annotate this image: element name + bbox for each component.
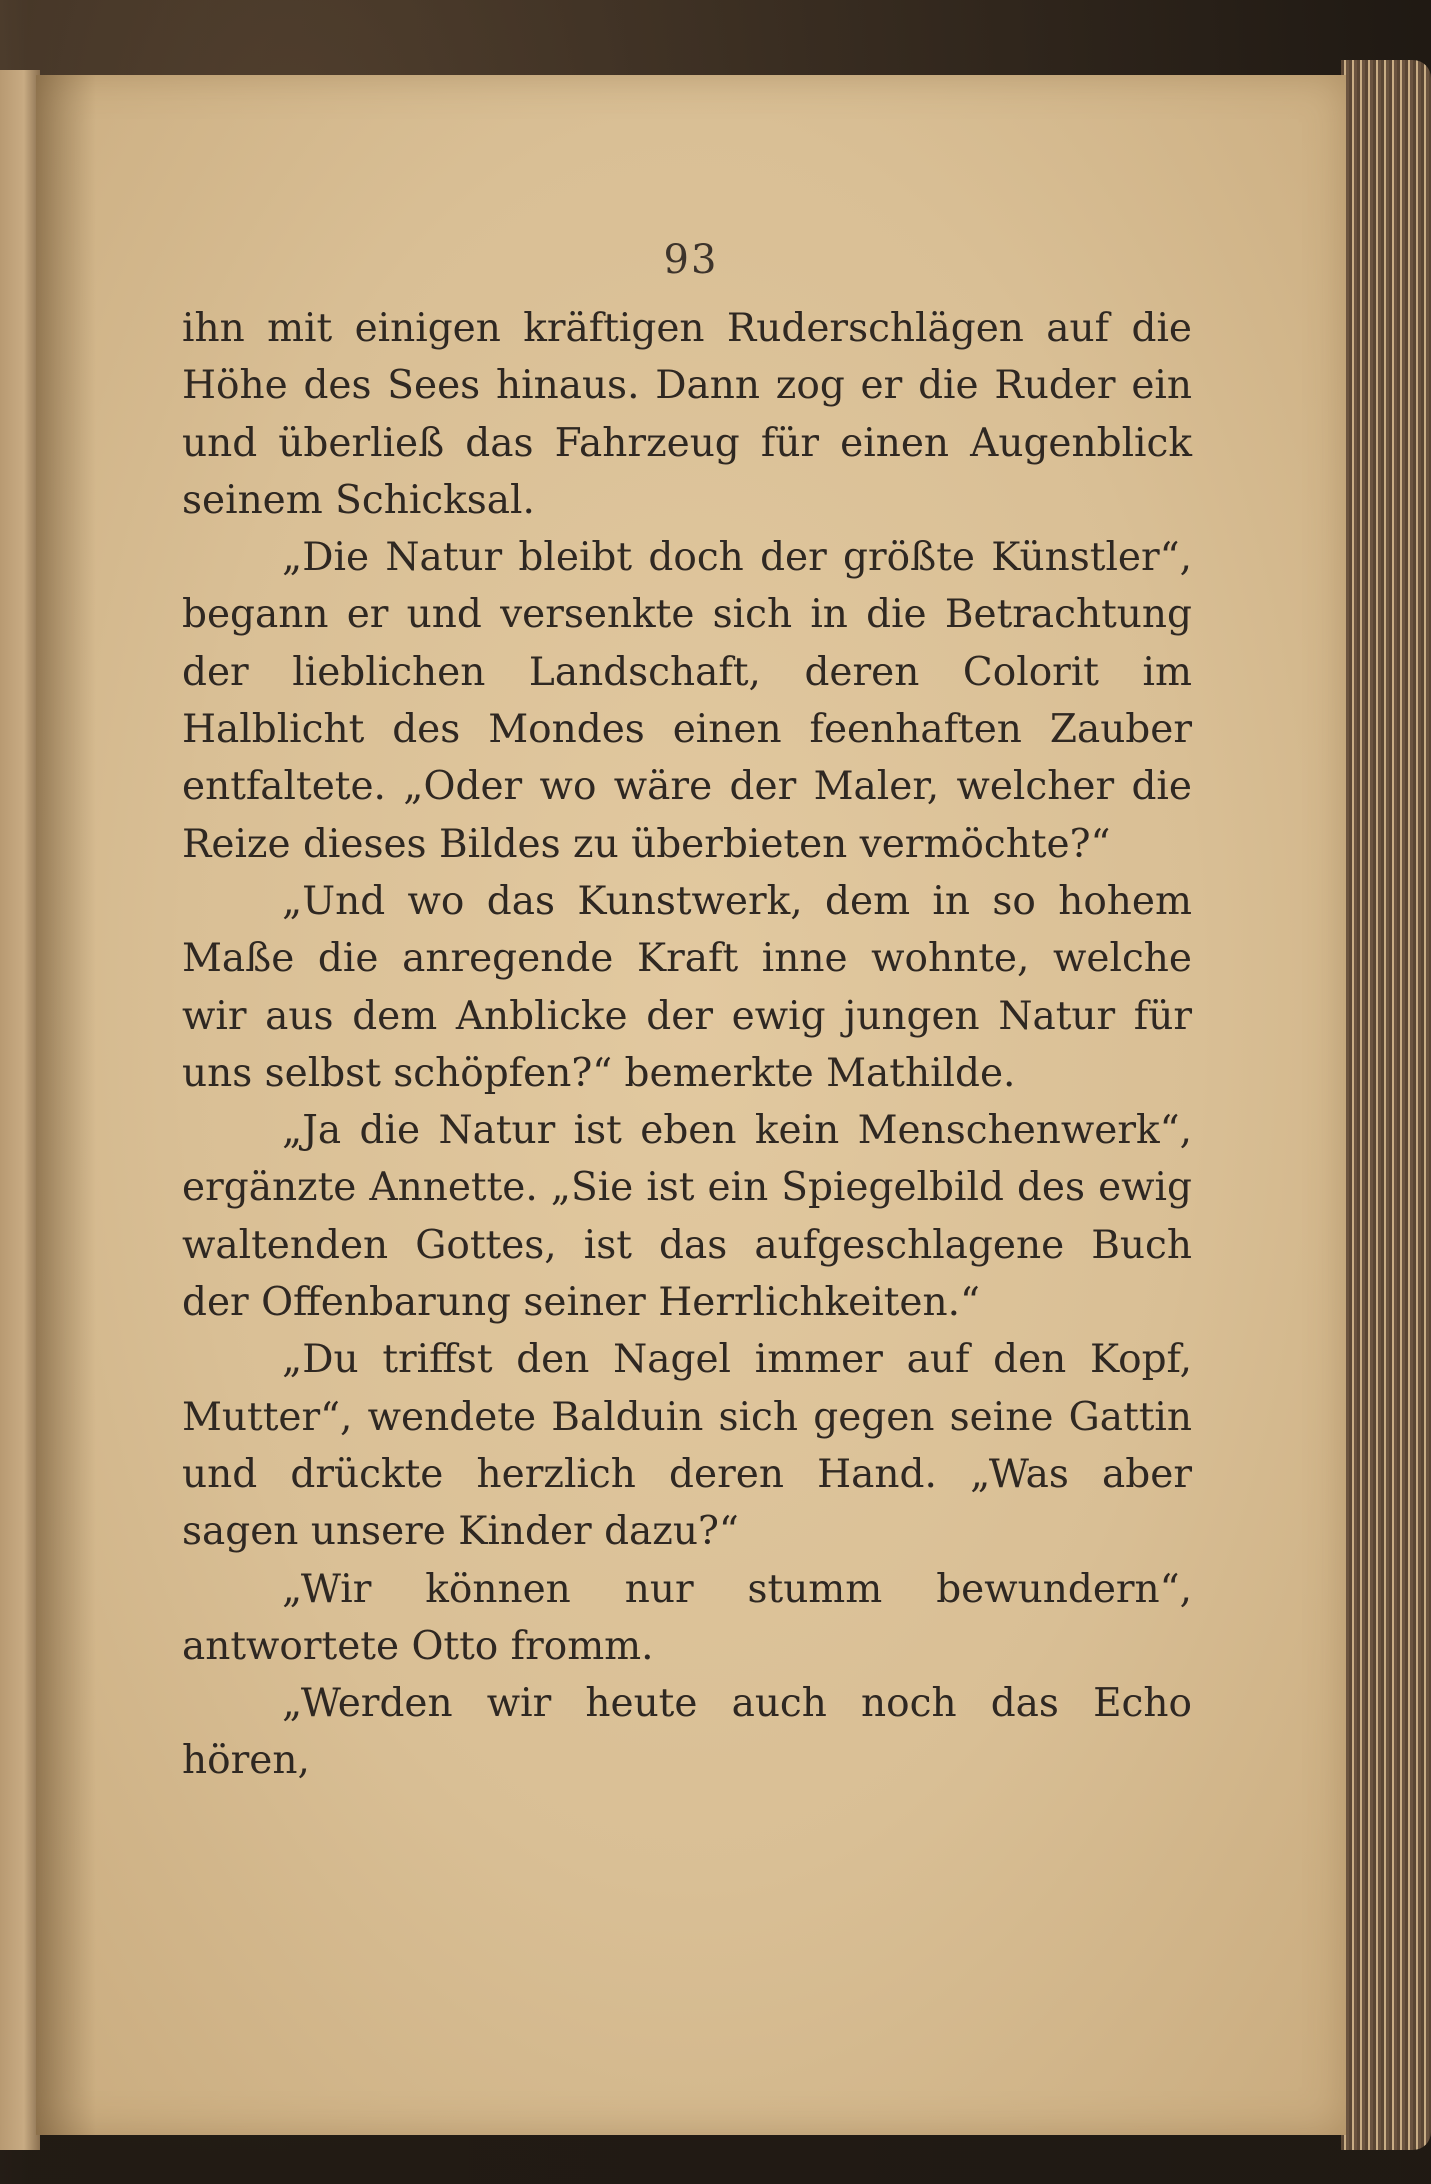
- book-page: [36, 75, 1346, 2135]
- gutter-shadow: [36, 75, 96, 2135]
- paragraph: „Du triffst den Nagel immer auf den Kopf, Mutter“, wendete Balduin sich gegen seine Gattin und drückte herzlich deren Hand. „Was aber sagen unsere Kinder dazu?“: [182, 1337, 1192, 1555]
- paragraph: „Die Natur bleibt doch der größte Künstler“, begann er und versenkte sich in die Betrachtung der lieblichen Landschaft, deren Colorit im Halblicht des Mondes einen feenhaften Zauber entfaltete. „Oder wo wäre der Maler, welcher die Reize dieses Bildes zu überbieten vermöchte?“: [182, 535, 1192, 867]
- paragraph: „Ja die Natur ist eben kein Menschenwerk“, ergänzte Annette. „Sie ist ein Spiegelbild des ewig waltenden Gottes, ist das aufgeschlagene Buch der Offenbarung seiner Herrlichkeiten.“: [182, 1108, 1192, 1326]
- paragraph: „Und wo das Kunstwerk, dem in so hohem Maße die anregende Kraft inne wohnte, welche wir aus dem Anblicke der ewig jungen Natur für uns selbst schöpfen?“ bemerkte Mathilde.: [182, 878, 1192, 1096]
- body-text: [182, 300, 1192, 1790]
- page-number: 93: [663, 237, 719, 283]
- paragraph: ihn mit einigen kräftigen Ruderschlägen auf die Höhe des Sees hinaus. Dann zog er die Ruder ein und überließ das Fahrzeug für einen Augenblick seinem Schicksal.: [182, 306, 1192, 523]
- page-edges: [1341, 60, 1431, 2150]
- paragraph: „Werden wir heute auch noch das Echo hören,: [182, 1681, 1192, 1784]
- facing-page-edge: [0, 70, 40, 2150]
- paragraph: „Wir können nur stumm bewundern“, antwortete Otto fromm.: [182, 1566, 1192, 1669]
